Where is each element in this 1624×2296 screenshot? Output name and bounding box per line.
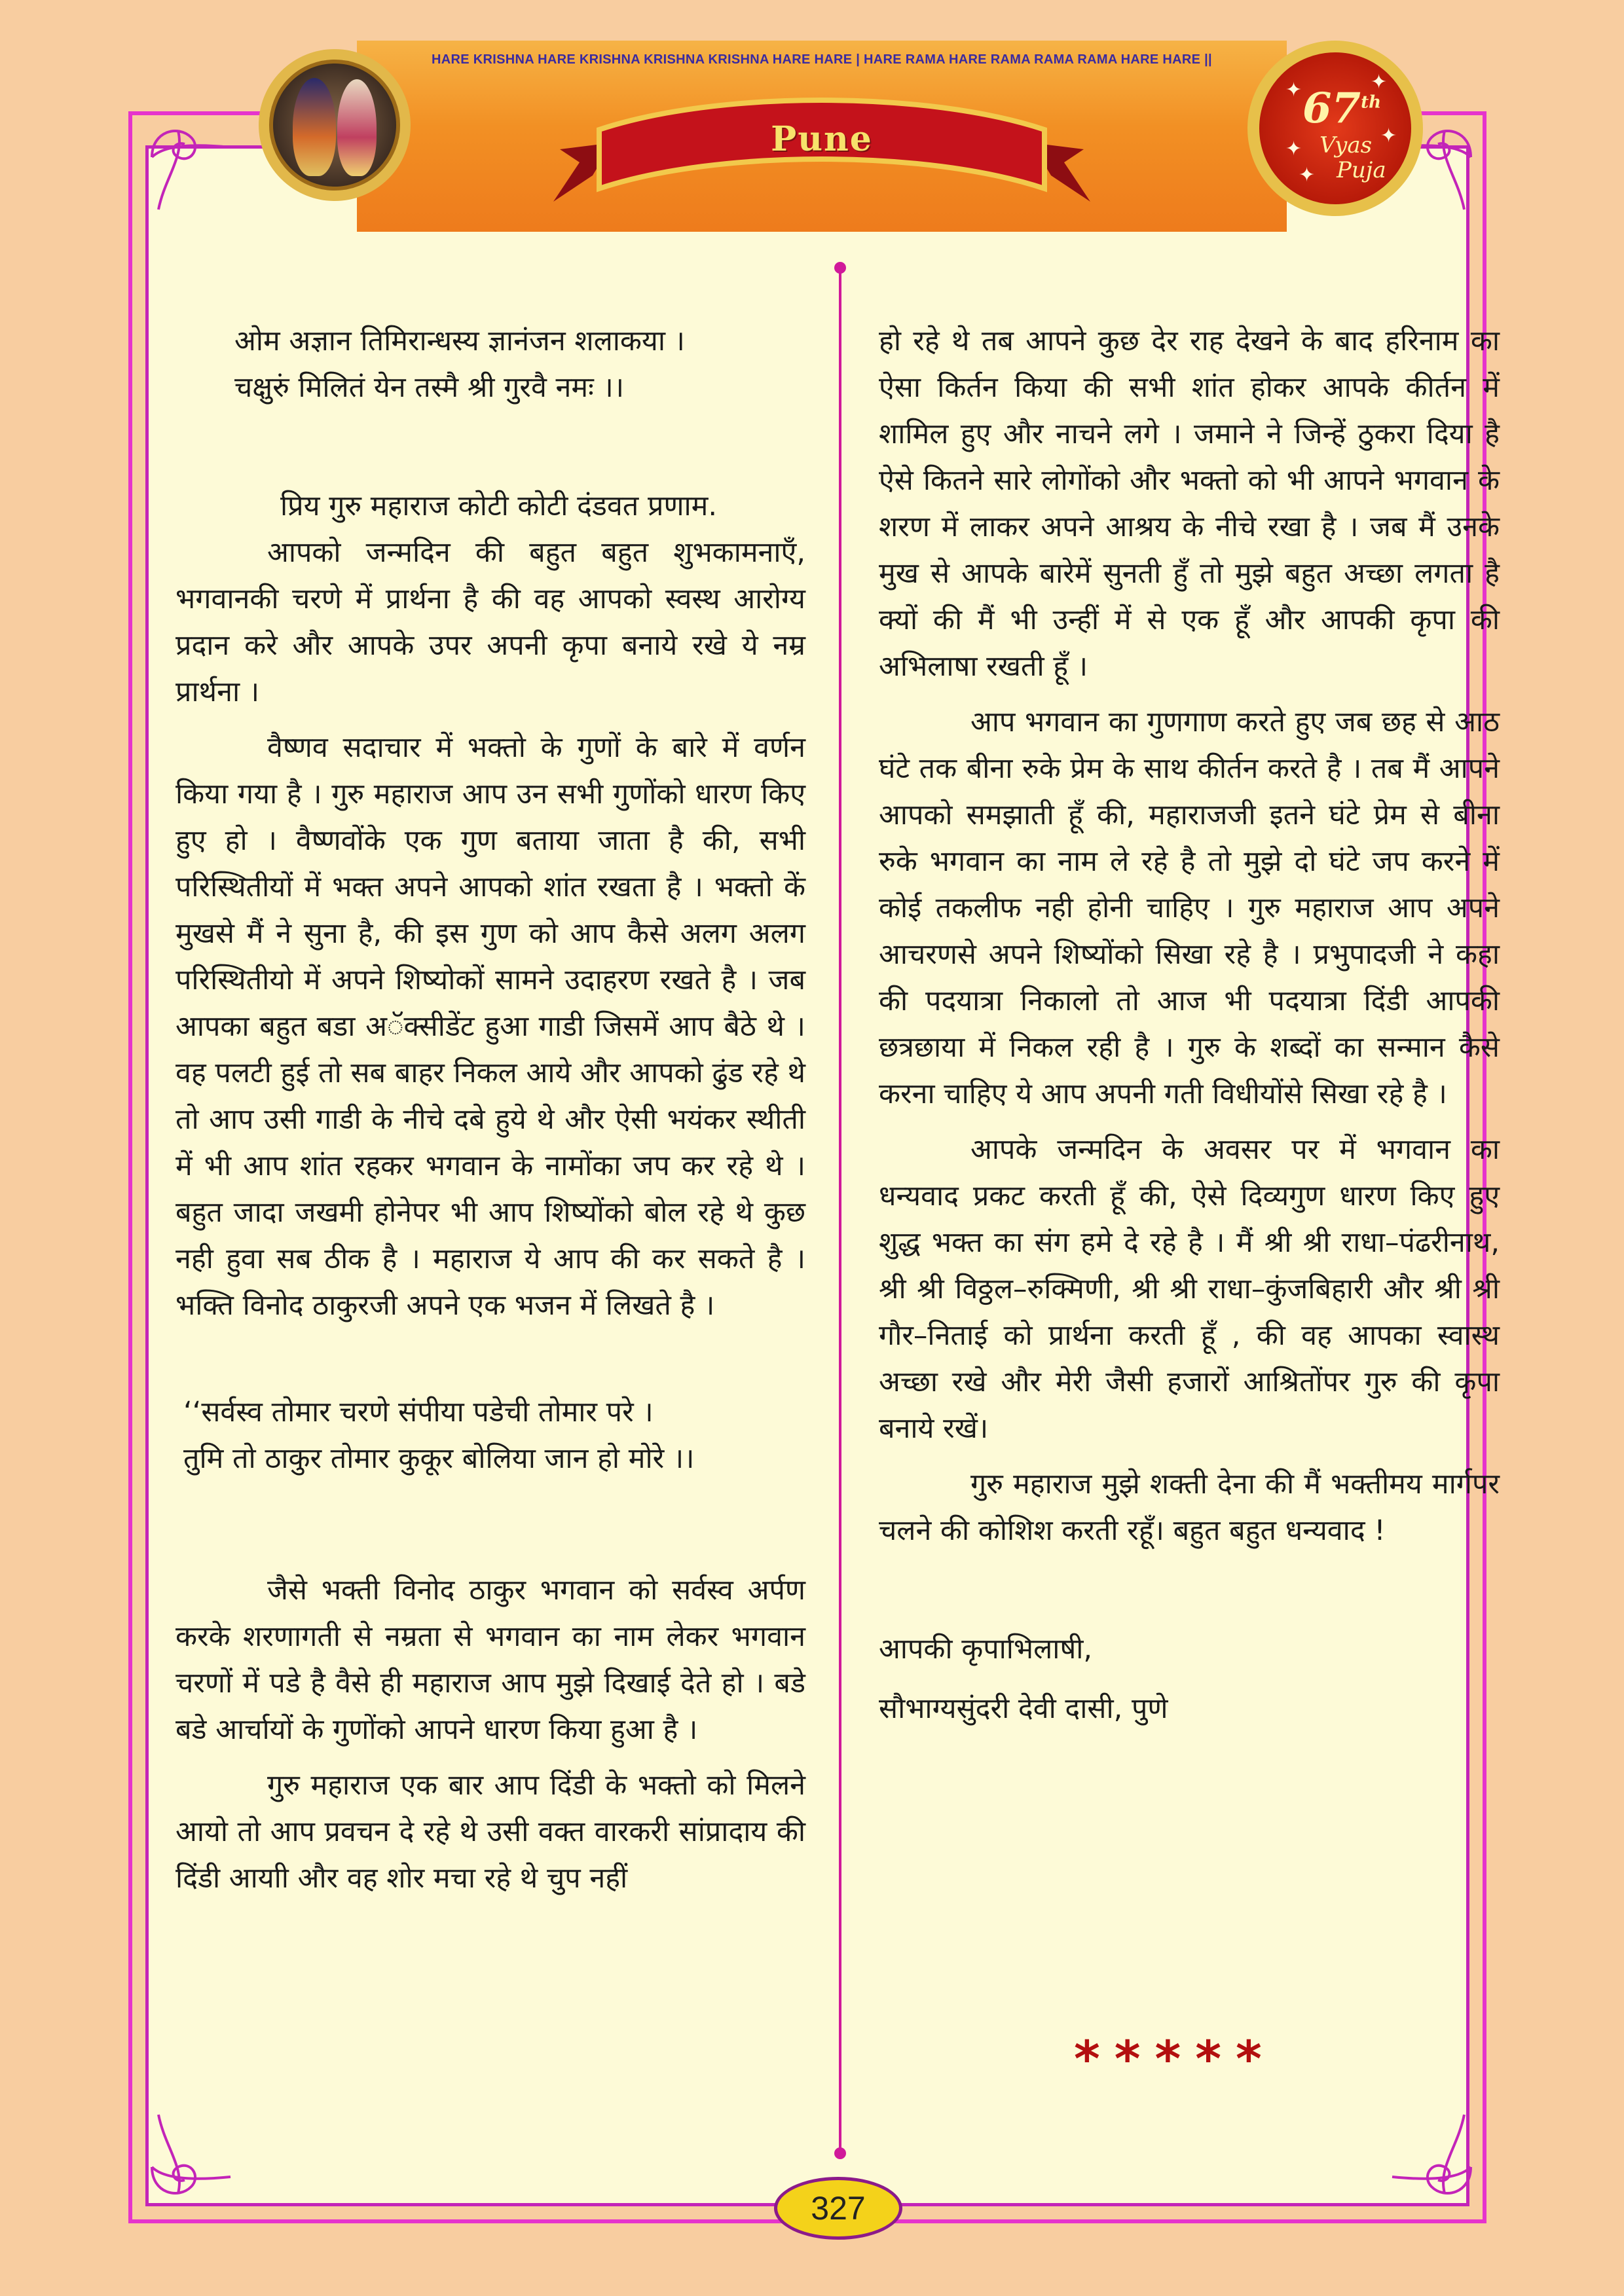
paragraph: आप भगवान का गुणगाण करते हुए जब छह से आठ घंटे तक बीना रुके प्रेम के साथ कीर्तन करते है । तब मैं आपने आपको समझाती हूँ की, महाराजजी इतने घंटे प्रेम से बीना रुके भगवान का नाम ले रहे है तो मुझे दो घंटे जप करने में कोई तकलीफ नही होनी चाहिए । गुरु महाराज आप अपने आचरणसे अपने शिष्योंको सिखा रहे है । प्रभुपादजी ने कहा की पदयात्रा निकालो तो आज भी पदयात्रा दिंडी आपकी छत्रछाया में निकल रही है । गुरु के शब्दों का सन्मान कैसे करना चाहिए ये आप अपनी गती विधीयोंसे सिखा रहे है । <box>879 706 1500 1110</box>
paragraph: जैसे भक्ती विनोद ठाकुर भगवान को सर्वस्व अर्पण करके शरणागती से नम्रता से भगवान का नाम लेकर भगवान चरणों में पडे है वैसे ही महाराज आप मुझे दिखाई देते हो । बडे बडे आर्चायों के गुणोंको आपने धारण किया हुआ है । <box>175 1574 805 1746</box>
verse-line: चक्षुरुं मिलितं येन तस्मै श्री गुरवै नमः ।। <box>234 371 625 404</box>
divider-dot-bottom <box>834 2147 846 2159</box>
star-icon: ✦ <box>1380 124 1397 147</box>
deity-photo-medallion <box>259 49 411 201</box>
badge-number: 67th <box>1302 84 1381 133</box>
paragraph: गुरु महाराज एक बार आप दिंडी के भक्तो को मिलने आयो तो आप प्रवचन दे रहे थे उसी वक्त वारकरी सांप्रादाय की दिंडी आयाी और वह शोर मचा रहे थे चुप नहीं <box>175 1769 805 1895</box>
city-label: Pune <box>771 119 873 159</box>
column-divider <box>839 268 841 2154</box>
signature: सौभाग्यसुंदरी देवी दासी, पुणे <box>879 1692 1168 1725</box>
corner-flourish-bottom-left <box>139 2075 270 2206</box>
page-number: 327 <box>774 2177 902 2240</box>
paragraph: हो रहे थे तब आपने कुछ देर राह देखने के बाद हरिनाम का ऐसा किर्तन किया की सभी शांत होकर आपके कीर्तन में शामिल हुए और नाचने लगे । जमाने ने जिन्हें ठुकरा दिया है ऐसे कितने सारे लोगोंको और भक्तो को भी आपने भगवान के शरण में लाकर अपने आश्रय के नीचे रखा है । जब मैं उनके मुख से आपके बारेमें सुनती हुँ तो मुझे बहुत अच्छा लगता है क्यों की मैं भी उन्हीं में से एक हूँ और आपकी कृपा की अभिलाषा रखती हूँ । <box>879 325 1500 683</box>
paragraph: आपके जन्मदिन के अवसर पर में भगवान का धन्यवाद प्रकट करती हूँ की, ऐसे दिव्यगुण धारण किए हुए शुद्ध भक्त का संग हमे दे रहे है । मैं श्री श्री राधा–पंढरीनाथ, श्री श्री विठ्ठल–रुक्मिणी, श्री श्री राधा–कुंजबिहारी और श्री श्री गौर–निताई को प्रार्थना करती हूँ , की वह आपका स्वास्थ अच्छा रखे और मेरी जैसी हजारों आश्रितोंपर गुरु की कृपा बनाये रखें। <box>879 1133 1500 1445</box>
badge-vyas: Vyas <box>1320 132 1373 158</box>
ornament-asterisks: ***** <box>1074 2030 1276 2088</box>
right-column <box>879 318 1500 1741</box>
star-icon: ✦ <box>1285 137 1302 160</box>
vyas-puja-badge <box>1247 41 1423 216</box>
header-banner <box>357 41 1287 232</box>
left-column <box>175 318 805 1911</box>
salutation: प्रिय गुरु महाराज कोटी कोटी दंडवत प्रणाम. <box>280 490 718 522</box>
deity-figure-left <box>293 78 336 176</box>
deity-figure-right <box>337 79 377 176</box>
mantra-text: HARE KRISHNA HARE KRISHNA KRISHNA KRISHNA HARE HARE | HARE RAMA HARE RAMA RAMA RAMA HARE HARE || <box>432 52 1212 67</box>
star-icon: ✦ <box>1371 71 1388 94</box>
star-icon: ✦ <box>1299 164 1316 187</box>
badge-puja: Puja <box>1337 157 1386 183</box>
corner-flourish-bottom-right <box>1353 2075 1484 2206</box>
paragraph: आपको जन्मदिन की बहुत बहुत शुभकामनाएँ, भगवानकी चरणे में प्रार्थना है की वह आपको स्वस्थ आरोग्य प्रदान करे और आपके उपर अपनी कृपा बनाये रखे ये नम्र प्रार्थना । <box>175 536 805 708</box>
corner-flourish-top-left <box>139 118 270 249</box>
verse-line: ‘‘सर्वस्व तोमार चरणे संपीया पडेची तोमार परे । <box>183 1396 654 1429</box>
paragraph: गुरु महाराज मुझे शक्ती देना की मैं भक्तीमय मार्गपर चलने की कोशिश करती रहूँ। बहुत बहुत धन्यवाद ! <box>879 1468 1500 1547</box>
verse-line: ओम अज्ञान तिमिरान्धस्य ज्ञानंजन शलाकया । <box>234 325 685 357</box>
closing: आपकी कृपाभिलाषी, <box>879 1633 1093 1666</box>
verse-line: तुमि तो ठाकुर तोमार कुकूर बोलिया जान हो मोरे ।। <box>183 1442 695 1475</box>
paragraph: वैष्णव सदाचार में भक्तो के गुणों के बारे में वर्णन किया गया है । गुरु महाराज आप उन सभी गुणोंको धारण किए हुए हो । वैष्णवोंके एक गुण बताया जाता है की, सभी परिस्थितीयों में भक्त अपने आपको शांत रखता है । भक्तो कें मुखसे मैं ने सुना है, की इस गुण को आप कैसे अलग अलग परिस्थितीयो में अपने शिष्योकों सामने उदाहरण रखते है । जब आपका बहुत बडा अॅक्सीडेंट हुआ गाडी जिसमें आप बैठे थे । वह पलटी हुई तो सब बाहर निकल आये और आपको ढुंड रहे थे तो आप उसी गाडी के नीचे दबे हुये थे और ऐसी भयंकर स्थीती में भी आप शांत रहकर भगवान के नामोंका जप कर रहे थे । बहुत जादा जखमी होनेपर भी आप शिष्योंको बोल रहे थे कुछ नही हुवा सब ठीक है । महाराज ये आप की कर सकते है । भक्ति विनोद ठाकुरजी अपने एक भजन में लिखते है । <box>175 731 805 1322</box>
star-icon: ✦ <box>1285 79 1302 101</box>
divider-dot-top <box>834 262 846 274</box>
